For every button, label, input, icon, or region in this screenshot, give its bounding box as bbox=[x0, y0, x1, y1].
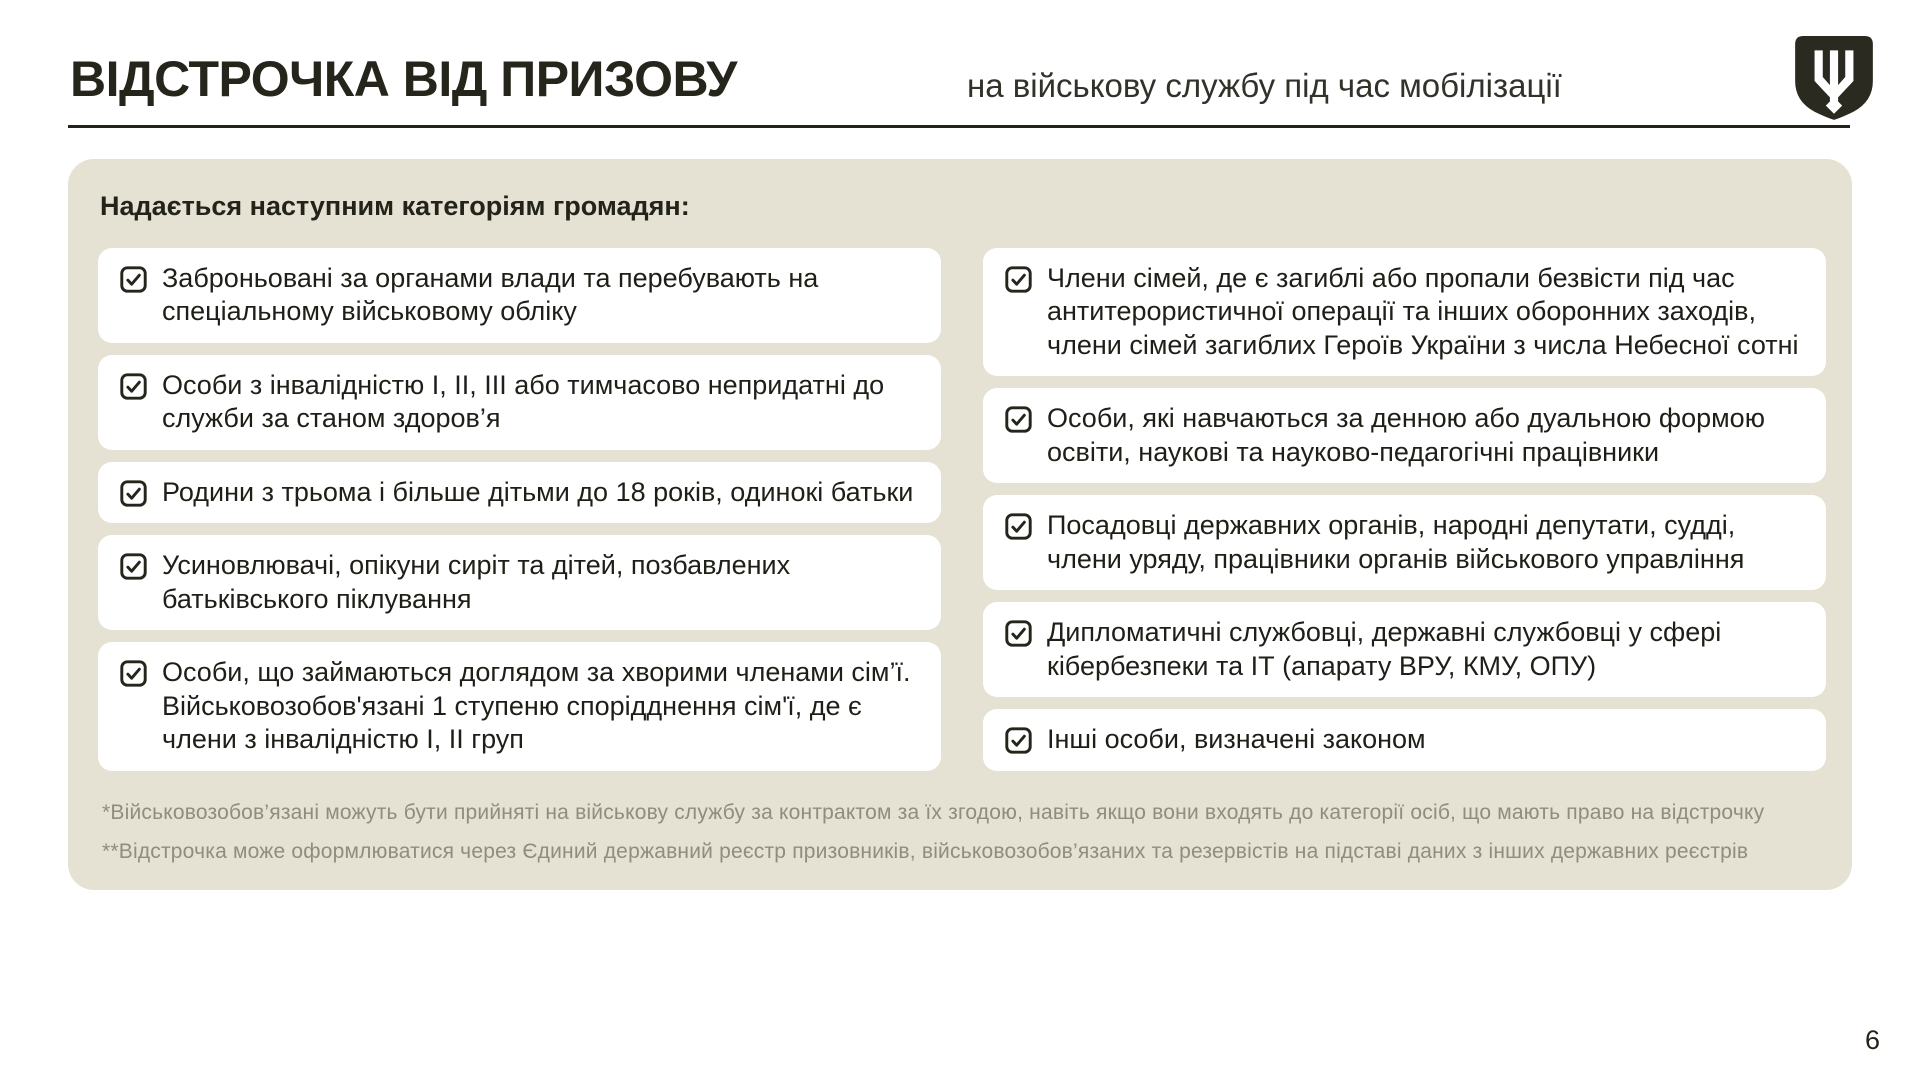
category-card bbox=[983, 495, 1826, 590]
header bbox=[70, 34, 1876, 124]
checked-checkbox-icon bbox=[1005, 727, 1032, 754]
left-column bbox=[98, 248, 941, 771]
category-text: Посадовці державних органів, народні депутати, судді, члени уряду, працівники органів військового управління bbox=[1047, 510, 1745, 574]
category-card bbox=[98, 355, 941, 450]
checked-checkbox-icon bbox=[120, 480, 147, 507]
category-columns bbox=[98, 248, 1826, 771]
checked-checkbox-icon bbox=[1005, 406, 1032, 433]
category-text: Особи, що займаються доглядом за хворими членами сім’ї. Військовозобов'язані 1 ступеню спорідднення сім'ї, де є члени з інвалідністю I, II груп bbox=[162, 657, 911, 755]
checked-checkbox-icon bbox=[120, 660, 147, 687]
checked-checkbox-icon bbox=[120, 553, 147, 580]
checked-checkbox-icon bbox=[1005, 620, 1032, 647]
category-card bbox=[98, 462, 941, 523]
checked-checkbox-icon bbox=[1005, 513, 1032, 540]
footnotes bbox=[102, 801, 1826, 864]
category-card bbox=[98, 248, 941, 343]
page-title: ВІДСТРОЧКА ВІД ПРИЗОВУ bbox=[70, 51, 737, 107]
category-text: Особи, які навчаються за денною або дуальною формою освіти, наукові та науково-педагогічні працівники bbox=[1047, 403, 1765, 467]
checked-checkbox-icon bbox=[1005, 266, 1032, 293]
category-text: Родини з трьома і більше дітьми до 18 років, одинокі батьки bbox=[162, 476, 914, 507]
category-card bbox=[98, 535, 941, 630]
checked-checkbox-icon bbox=[120, 266, 147, 293]
page-subtitle: на військову службу під час мобілізації bbox=[966, 67, 1562, 104]
page-number: 6 bbox=[1864, 1025, 1880, 1055]
category-text: Усиновлювачі, опікуни сиріт та дітей, позбавлених батьківського піклування bbox=[162, 550, 791, 614]
category-card bbox=[983, 248, 1826, 376]
panel-heading: Надається наступним категоріям громадян: bbox=[100, 191, 690, 221]
category-card bbox=[983, 602, 1826, 697]
ukraine-mod-trident-shield-icon bbox=[1792, 34, 1876, 124]
category-text: Дипломатичні службовці, державні службовці у сфері кібербезпеки та ІТ (апарату ВРУ, КМУ, ОПУ) bbox=[1047, 617, 1722, 681]
checked-checkbox-icon bbox=[120, 373, 147, 400]
category-text: Члени сімей, де є загиблі або пропали безвісти під час антитерористичної операції та інших оборонних заходів, члени сімей загиблих Героїв України з числа Небесної сотні bbox=[1047, 263, 1799, 360]
footnote-contract: *Військовозобов’язані можуть бути прийняті на військову службу за контрактом за їх згодою, навіть якщо вони входять до категорії осіб, що мають право на відстрочку bbox=[102, 800, 1765, 824]
category-text: Заброньовані за органами влади та перебувають на спеціальному військовому обліку bbox=[162, 263, 819, 327]
header-divider bbox=[68, 125, 1850, 128]
right-column bbox=[983, 248, 1826, 771]
category-card bbox=[98, 642, 941, 770]
category-text: Особи з інвалідністю I, II, III або тимчасово непридатні до служби за станом здоров’я bbox=[162, 369, 885, 434]
footnote-registry: **Відстрочка може оформлюватися через Єдиний державний реєстр призовників, військовозобов’язаних та резервістів на підставі даних з інших державних реєстрів bbox=[102, 839, 1749, 863]
category-card bbox=[983, 709, 1826, 770]
category-text: Інші особи, визначені законом bbox=[1047, 724, 1426, 755]
category-card bbox=[983, 388, 1826, 483]
categories-panel bbox=[68, 159, 1852, 890]
